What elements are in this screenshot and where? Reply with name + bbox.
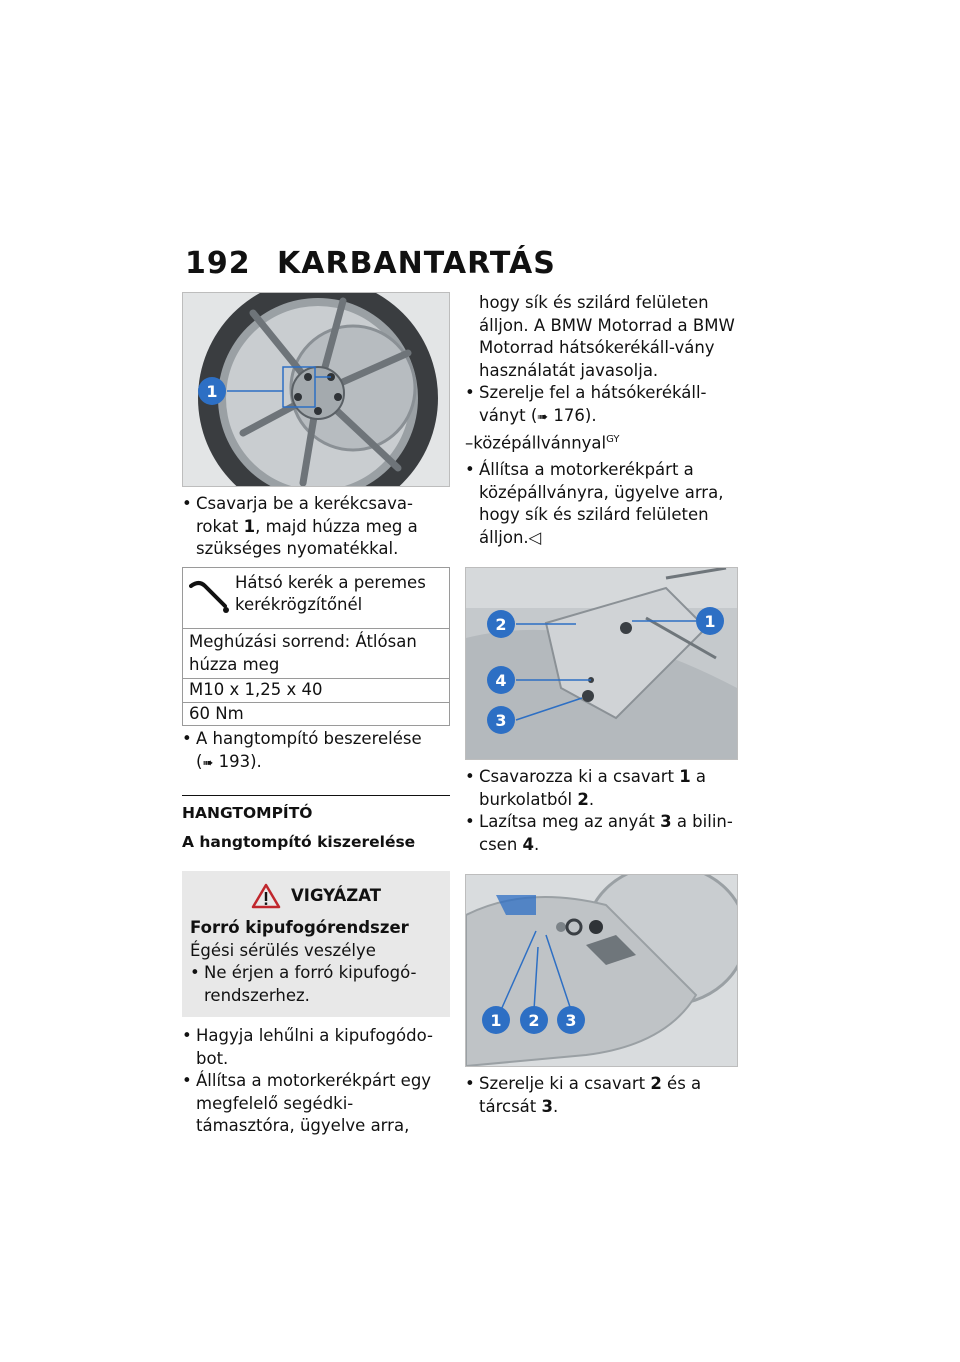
rear-wheel-illustration	[183, 293, 449, 486]
section-title: HANGTOMPÍTÓ	[182, 804, 313, 822]
table-row: Meghúzási sorrend: Átlósan húzza meg	[183, 628, 449, 678]
step-bullet: • Hagyja lehűlni a kipufogódo-bot.	[182, 1026, 433, 1068]
step-bullet: • Lazítsa meg az anyát 3 a bilin-csen 4.	[465, 812, 733, 854]
tool-text: Hátsó kerék a peremes kerékrögzítőnél	[235, 572, 426, 614]
subsection-title: A hangtompító kiszerelése	[182, 832, 416, 851]
callout-1: 1	[704, 612, 716, 631]
callout-1: 1	[206, 382, 218, 401]
page-reference[interactable]: 176	[553, 405, 585, 425]
callout-3: 3	[495, 711, 507, 730]
callout-4: 4	[495, 671, 507, 690]
callout-3: 3	[565, 1011, 577, 1030]
tool-row	[183, 568, 449, 629]
continued-text: hogy sík és szilárd felületen álljon. A BMW Motorrad a BMW Motorrad hátsókerékáll-vány használatát javasolja.	[479, 293, 735, 380]
callout-2: 2	[528, 1011, 540, 1030]
step-bullet: • Szerelje ki a csavart 2 és a tárcsát 3.	[465, 1074, 702, 1116]
step-bullet: • Állítsa a motorkerékpárt a középállványra, ügyelve arra, hogy sík és szilárd felületen álljon.◁	[465, 460, 724, 547]
step-bullet: • Szerelje fel a hátsókerékáll-ványt (➠ 176).	[465, 383, 707, 425]
page-reference[interactable]: 193	[218, 751, 251, 771]
warning-label: VIGYÁZAT	[291, 885, 381, 905]
page-number: 192	[185, 246, 251, 281]
step-bullet: • Állítsa a motorkerékpárt egy megfelelő segédki-támasztóra, ügyelve arra,	[182, 1071, 432, 1135]
warning-bullet: • Ne érjen a forró kipufogó-rendszerhez.	[190, 963, 417, 1005]
page-header	[185, 246, 556, 281]
callout-2: 2	[495, 615, 507, 634]
step-bullet: • Csavarja be a kerékcsava-rokat 1, majd húzza meg a szükséges nyomatékkal.	[182, 494, 418, 558]
warning-triangle-icon	[251, 883, 281, 909]
figure-rear-wheel	[182, 292, 450, 487]
table-row: 60 Nm	[183, 702, 449, 726]
callout-1: 1	[490, 1011, 502, 1030]
wrench-icon	[189, 572, 235, 623]
step-bullet: • Csavarozza ki a csavart 1 a burkolatból 2.	[465, 767, 707, 809]
page-title: KARBANTARTÁS	[277, 246, 556, 281]
torque-table	[182, 567, 450, 727]
end-mark: ◁	[528, 527, 542, 547]
arrow-right-icon: ➠	[537, 409, 549, 425]
warning-title	[190, 883, 442, 909]
warning-heading: Forró kipufogórendszer	[190, 918, 409, 937]
left-column	[182, 292, 450, 1138]
table-row: M10 x 1,25 x 40	[183, 678, 449, 702]
figure-silencer-bolt	[465, 874, 738, 1067]
right-column	[465, 292, 739, 1118]
condition-item: –középállvánnyal$^{GY}$	[465, 433, 620, 453]
arrow-right-icon: ➠	[202, 755, 214, 771]
step-bullet: • A hangtompító beszerelése (➠ 193).	[182, 729, 422, 771]
warning-box	[182, 871, 450, 1017]
warning-text: Égési sérülés veszélye	[190, 940, 376, 960]
silencer-cover-illustration	[466, 568, 737, 759]
section-divider	[182, 795, 450, 796]
figure-silencer-cover	[465, 567, 738, 760]
silencer-bolt-illustration	[466, 875, 737, 1066]
